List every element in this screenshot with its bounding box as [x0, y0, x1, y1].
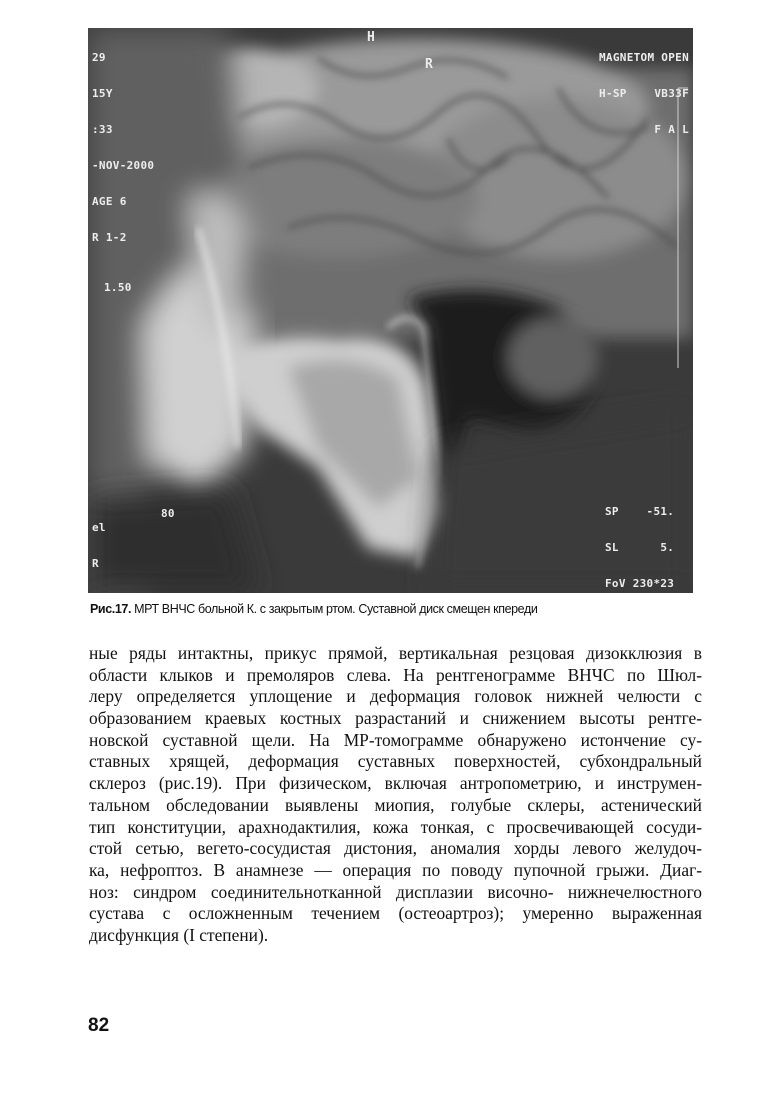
- overlay-line: el: [92, 521, 106, 534]
- caption-label: Рис.17.: [90, 602, 132, 616]
- overlay-scanner-info: [599, 28, 689, 160]
- text-line: дисфункция (I степени).: [89, 924, 269, 945]
- overlay-sequence-info: [92, 498, 168, 593]
- overlay-line: SP -51.: [605, 505, 675, 518]
- overlay-slice-info: [605, 482, 674, 593]
- overlay-line: FoV 230*23: [605, 577, 675, 590]
- mri-figure: [88, 28, 693, 593]
- text-line: образованием краевых костных разрастаний и снижением высоты рентге-: [89, 708, 702, 729]
- text-line: ные ряды интактны, прикус прямой, вертикальная резцовая дизокклюзия в: [89, 643, 702, 663]
- text-line: тип конституции, арахнодактилия, кожа тонкая, с просвечивающей сосуди-: [89, 816, 702, 837]
- overlay-line: 15Y: [92, 87, 113, 100]
- text-line: стой сетью, вегето-сосудистая дистония, аномалия хорды левого желудоч-: [89, 838, 702, 859]
- overlay-patient-info: [92, 28, 154, 318]
- overlay-line: F A L: [654, 123, 689, 136]
- overlay-line: R 1-2: [92, 231, 127, 244]
- text-line: ка, нефроптоз. В анамнезе — операция по поводу пупочной грыжи. Диаг-: [89, 859, 702, 880]
- body-paragraph: [89, 643, 702, 947]
- overlay-orientation-h: H: [367, 30, 376, 45]
- overlay-el-value: 80: [161, 507, 175, 520]
- overlay-line: 29: [92, 51, 106, 64]
- text-line: новской суставной щели. На МР-томограмме обнаружено истончение су-: [89, 729, 702, 750]
- overlay-line: H-SP VB33F: [599, 87, 689, 100]
- page-number: 82: [88, 1015, 110, 1036]
- overlay-line: R: [92, 557, 99, 570]
- overlay-line: -NOV-2000: [92, 159, 155, 172]
- caption-text: МРТ ВНЧС больной К. с закрытым ртом. Суставной диск смещен кпереди: [131, 602, 538, 616]
- overlay-line: MAGNETOM OPEN: [599, 51, 689, 64]
- text-line: области клыков и премоляров слева. На рентгенограмме ВНЧС по Шюл-: [89, 664, 702, 685]
- text-line: ноз: синдром соединительнотканной дисплазии височно- нижнечелюстного: [89, 881, 702, 902]
- overlay-orientation-r: R: [425, 57, 434, 72]
- text-line: тальном обследовании выявлены миопия, голубые склеры, астенический: [89, 794, 702, 815]
- overlay-line: :33: [92, 123, 113, 136]
- overlay-line: SL 5.: [605, 541, 675, 554]
- overlay-line: AGE 6: [92, 195, 127, 208]
- text-line: ставных хрящей, деформация суставных поверхностей, субхондральный: [89, 751, 702, 772]
- figure-caption: [90, 601, 537, 617]
- text-line: сустава с осложненным течением (остеоартроз); умеренно выраженная: [89, 903, 702, 924]
- text-line: леру определяется уплощение и деформация головок нижней челюсти с: [89, 686, 702, 707]
- text-line: склероз (рис.19). При физическом, включая антропометрию, и инструмен-: [89, 773, 702, 794]
- overlay-scale: 1.50: [104, 281, 132, 294]
